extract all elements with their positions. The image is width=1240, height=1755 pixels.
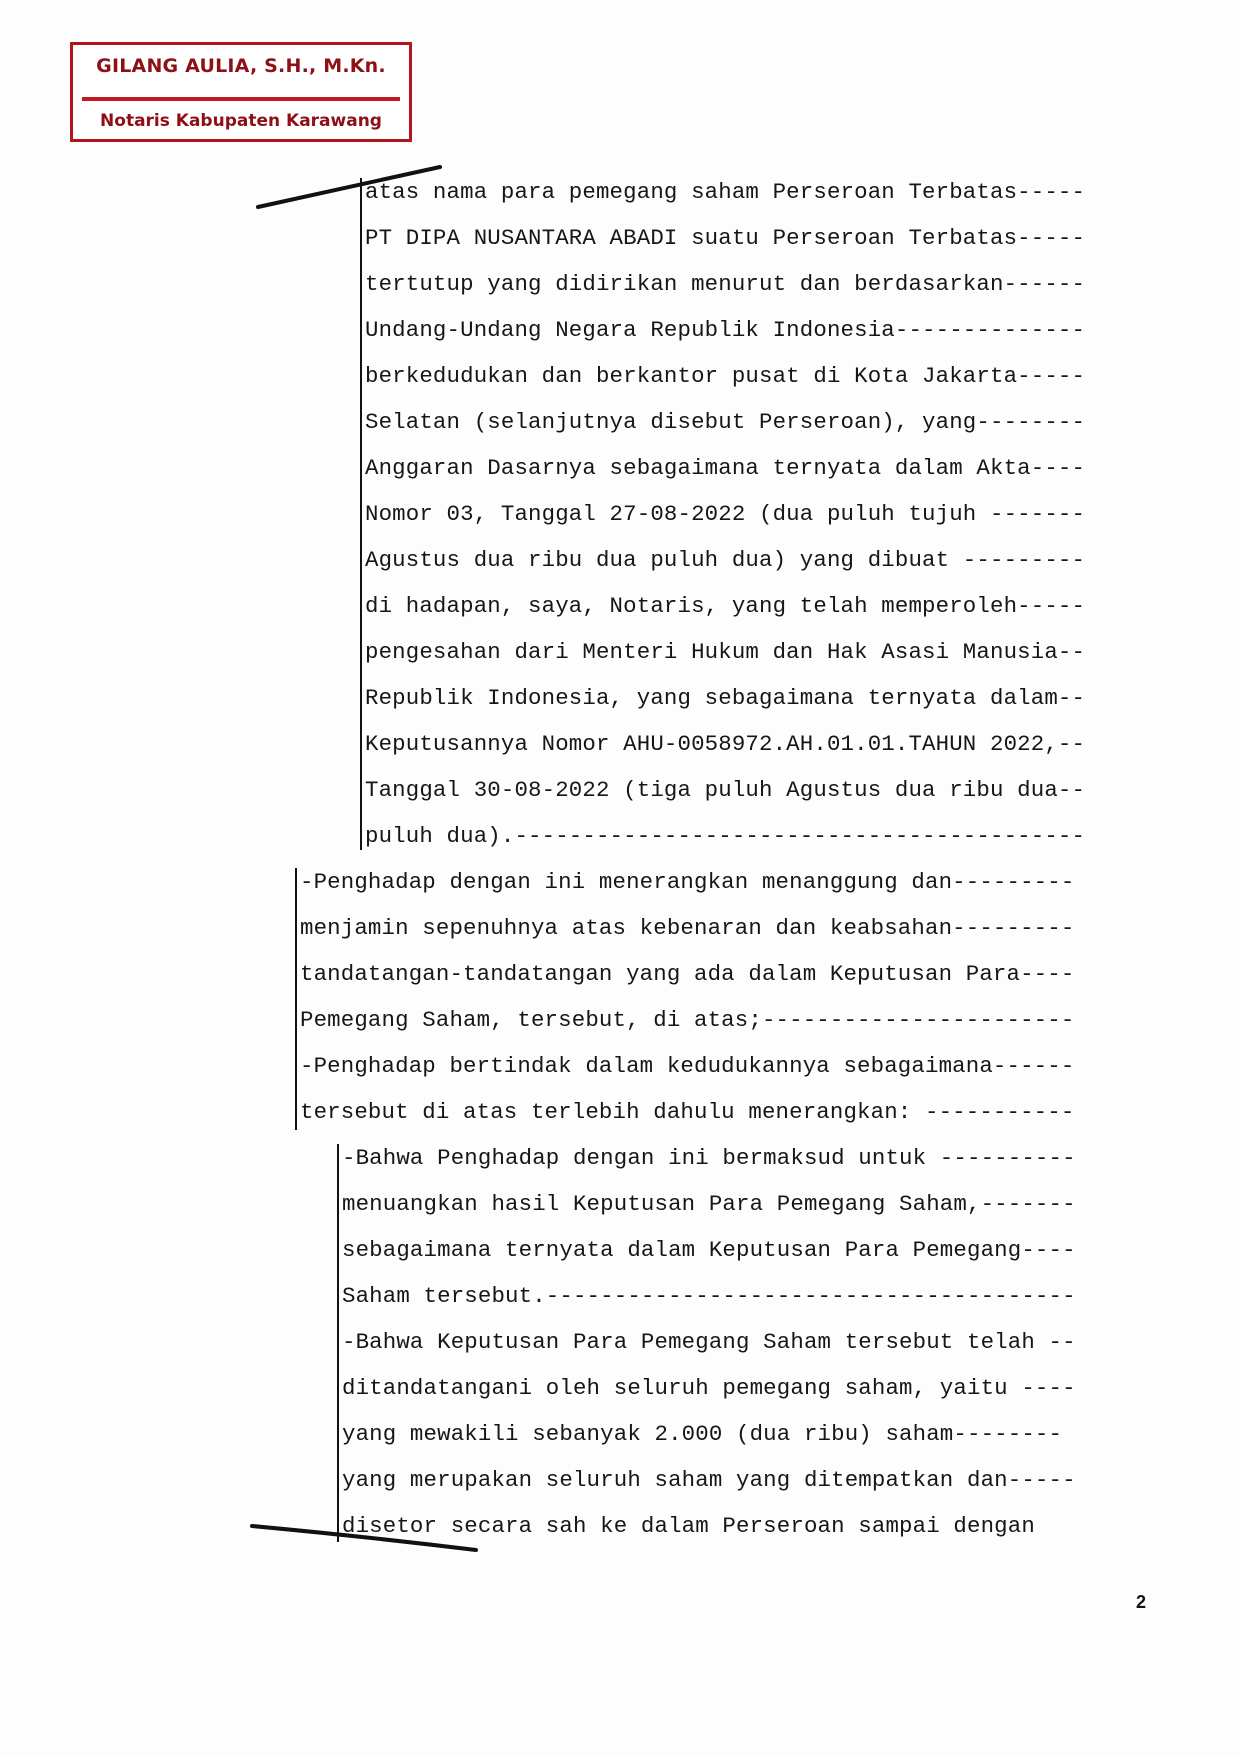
- text-line: berkedudukan dan berkantor pusat di Kota Jakarta-----: [365, 363, 1086, 389]
- text-line: Nomor 03, Tanggal 27-08-2022 (dua puluh tujuh -------: [365, 501, 1086, 527]
- text-line: -Penghadap bertindak dalam kedudukannya sebagaimana------: [300, 1053, 1075, 1079]
- text-line: atas nama para pemegang saham Perseroan Terbatas-----: [365, 179, 1086, 205]
- stamp-divider: [82, 97, 400, 101]
- notary-title: Notaris Kabupaten Karawang: [100, 111, 382, 131]
- text-line: pengesahan dari Menteri Hukum dan Hak Asasi Manusia--: [365, 639, 1086, 665]
- text-line: sebagaimana ternyata dalam Keputusan Para Pemegang----: [342, 1237, 1076, 1263]
- text-line: Undang-Undang Negara Republik Indonesia--------------: [365, 317, 1086, 343]
- text-line: Selatan (selanjutnya disebut Perseroan), yang--------: [365, 409, 1086, 435]
- text-line: tersebut di atas terlebih dahulu menerangkan: -----------: [300, 1099, 1075, 1125]
- margin-bracket: [337, 1144, 339, 1542]
- text-line: tandatangan-tandatangan yang ada dalam Keputusan Para----: [300, 961, 1075, 987]
- text-line: yang merupakan seluruh saham yang ditempatkan dan-----: [342, 1467, 1076, 1493]
- text-line: Agustus dua ribu dua puluh dua) yang dibuat ---------: [365, 547, 1086, 573]
- text-block-guarantee: [295, 868, 1150, 1130]
- text-line: di hadapan, saya, Notaris, yang telah memperoleh-----: [365, 593, 1086, 619]
- text-line: tertutup yang didirikan menurut dan berdasarkan------: [365, 271, 1086, 297]
- text-line: disetor secara sah ke dalam Perseroan sampai dengan: [342, 1513, 1035, 1539]
- text-line: -Penghadap dengan ini menerangkan menanggung dan---------: [300, 869, 1075, 895]
- text-line: -Bahwa Keputusan Para Pemegang Saham tersebut telah --: [342, 1329, 1076, 1355]
- text-block-declarations: [337, 1144, 1150, 1542]
- text-line: menuangkan hasil Keputusan Para Pemegang Saham,-------: [342, 1191, 1076, 1217]
- text-line: -Bahwa Penghadap dengan ini bermaksud untuk ----------: [342, 1145, 1076, 1171]
- text-line: Anggaran Dasarnya sebagaimana ternyata dalam Akta----: [365, 455, 1086, 481]
- text-line: menjamin sepenuhnya atas kebenaran dan keabsahan---------: [300, 915, 1075, 941]
- text-line: Keputusannya Nomor AHU-0058972.AH.01.01.TAHUN 2022,--: [365, 731, 1086, 757]
- text-line: Tanggal 30-08-2022 (tiga puluh Agustus dua ribu dua--: [365, 777, 1086, 803]
- text-line: yang mewakili sebanyak 2.000 (dua ribu) saham--------: [342, 1421, 1063, 1447]
- text-line: Republik Indonesia, yang sebagaimana ternyata dalam--: [365, 685, 1086, 711]
- text-line: Saham tersebut.---------------------------------------: [342, 1283, 1076, 1309]
- notary-stamp: [70, 42, 412, 142]
- notary-name: GILANG AULIA, S.H., M.Kn.: [96, 55, 386, 77]
- text-block-company-details: [360, 178, 1150, 850]
- margin-bracket: [295, 868, 297, 1130]
- text-line: PT DIPA NUSANTARA ABADI suatu Perseroan Terbatas-----: [365, 225, 1086, 251]
- text-line: puluh dua).------------------------------------------: [365, 823, 1086, 849]
- margin-bracket: [360, 178, 362, 850]
- text-line: ditandatangani oleh seluruh pemegang saham, yaitu ----: [342, 1375, 1076, 1401]
- page-number: 2: [1136, 1592, 1147, 1612]
- text-line: Pemegang Saham, tersebut, di atas;-----------------------: [300, 1007, 1075, 1033]
